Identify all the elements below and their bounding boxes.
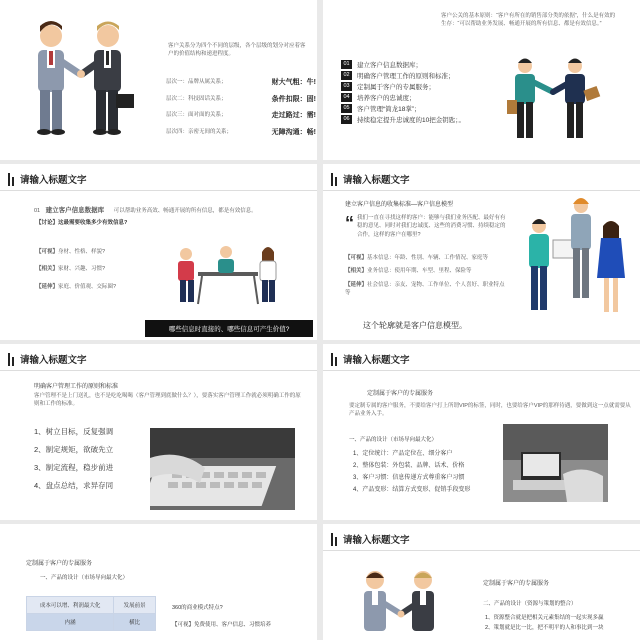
model-tags: [345, 254, 507, 297]
item-label: 定制属于客户的专属服务；: [357, 84, 435, 91]
tag-row: [36, 248, 116, 256]
item-number: 01: [341, 60, 352, 69]
integration-subtitle: 定制属于客户的专属服务: [483, 581, 550, 587]
integration-section: 二、产品的设计（资源与策划的整合）: [483, 601, 577, 607]
handshake-illustration: [349, 568, 453, 640]
handshake-illustration: [18, 14, 148, 146]
slide-resource-integration[interactable]: [323, 524, 640, 640]
outline-list: [341, 60, 465, 126]
slide-management-outline[interactable]: [323, 0, 640, 160]
header-bars-icon: [331, 533, 337, 546]
tag-key: 【可视】: [36, 249, 59, 255]
model-tag: 【可视】免费使用、客户信息、习惯培养: [172, 622, 272, 628]
level-label: 层次三：面对面的关系；: [166, 112, 227, 118]
service-point: 1、定位统计：产品定位在、细分客户: [353, 451, 453, 457]
design-subtitle: 定制属于客户的专属服务: [26, 561, 93, 567]
tag-row: [345, 254, 507, 262]
table-cell: 内涵: [27, 614, 114, 631]
heading-desc: 可以帮助业务高效、畅通开展的所有信息，都是有效信息。: [113, 208, 257, 214]
discussion-question: 【讨论】这最需要收集多少有效信息?: [36, 220, 128, 226]
tag-key: 【相关】: [345, 268, 368, 275]
tag-value: 家庭、价值观、交际圈?: [58, 283, 117, 290]
header-bars-icon: [8, 173, 14, 186]
principles-subtitle: 明确客户管理工作的原则和标准: [34, 384, 119, 390]
outline-item[interactable]: [341, 60, 465, 69]
level-label: 层次四：亲密无间的关系；: [166, 128, 233, 135]
tag-value: 业务信息：使用年期、车型、里程、保险等: [367, 268, 472, 275]
principle-item: 1、树立目标，反复强调: [34, 427, 114, 436]
item-label: 持续稳定提升忠诚度的10把金钥匙；。: [357, 117, 465, 124]
outline-item[interactable]: [341, 115, 465, 124]
slide-header: [331, 172, 410, 186]
quote-text: 我们一直在寻找这样的客户：能够与我们业务匹配、最好有有稳的意见、同时对我们忠诚度、这些的消费习惯、持续稳定的合作，这样的客户在哪里?: [357, 215, 506, 238]
tag-key: 【延伸】: [36, 283, 59, 290]
slide-title: 请输入标题文字: [343, 535, 410, 546]
tag-row: [36, 265, 116, 273]
quote-block: [345, 214, 507, 239]
table-row: [27, 614, 156, 631]
integration-points: [485, 614, 637, 633]
outline-item[interactable]: [341, 104, 465, 113]
tag-key: 【延伸】: [345, 281, 368, 288]
business-handshake-illustration: [503, 54, 613, 144]
laptop-image: [503, 424, 608, 502]
service-desc: 要定制专属的客户服务，不要给客户打上所谓VIP的标签，同时，也要给客户VIP的那样待遇，要做到这一点就需要从产品业务入手。: [349, 403, 631, 418]
header-divider: [323, 550, 640, 551]
tag-key: 【相关】: [36, 266, 59, 273]
database-heading: [34, 206, 314, 216]
outline-item[interactable]: [341, 71, 465, 80]
integration-point: 2、策划就是比一比，把不明平的人和事比到一块: [485, 625, 604, 632]
level-label: 层次一：品牌从属关系；: [166, 79, 227, 85]
level-value: 条件扣限：固!: [271, 95, 316, 103]
service-point: 2、整体包装：外包装、品牌、话术、价格: [353, 463, 465, 469]
tag-value: 身材、性格、样貌?: [58, 249, 106, 255]
slide-title: 请输入标题文字: [20, 175, 87, 186]
slide-title: 请输入标题文字: [343, 355, 410, 366]
header-divider: [323, 370, 640, 371]
service-point: 3、客户习惯：信息传递方式尊重客户习惯: [353, 475, 465, 481]
design-table: [26, 596, 156, 631]
intro-text: 客户关系分为四个不同的层级，各个层级的划分对应着客户的价值结构和递进程度。: [168, 43, 306, 58]
tag-row: [345, 281, 507, 298]
team-illustration: [519, 184, 637, 326]
item-label: 客户管理“简龙18掌”；: [357, 106, 421, 113]
principles-list: [34, 426, 113, 492]
level-value: 无障沟通：畅!: [271, 128, 316, 136]
slide-management-principles[interactable]: [0, 344, 317, 520]
level-value: 走过路过：需!: [271, 112, 316, 119]
item-number: 02: [341, 71, 352, 80]
model-subtitle: 建立客户信息的收集标准—客户信息模型: [345, 202, 454, 208]
tag-value: 基本信息：年龄、性别、车辆、工作情况、家庭等: [367, 255, 489, 261]
slide-customer-model[interactable]: [323, 164, 640, 340]
principles-desc: 客户管理不是上门送礼，也不是吃吃喝喝（客户管理到底做什么？），要落实客户管理工作就必须明确工作的原则和工作的标准。: [34, 393, 301, 408]
level-label: 层次二：科技固话关系；: [166, 95, 227, 102]
principle-item: 4、盘点总结，求异存同: [34, 481, 114, 490]
tag-row: [345, 267, 507, 275]
tag-row: [36, 283, 116, 291]
service-section: 一、产品的设计（市场导向最大化）: [349, 437, 438, 443]
header-bars-icon: [8, 353, 14, 366]
header-bars-icon: [331, 173, 337, 186]
heading-number: 01: [34, 208, 41, 214]
slide-title: 请输入标题文字: [343, 175, 410, 186]
value-question-bar: 哪些信息时直接的、哪些信息可产生价值?: [145, 320, 313, 337]
level-row: [166, 128, 316, 139]
table-cell: 发展前景: [114, 597, 156, 614]
table-row: [27, 597, 156, 614]
principle-item: 2、制定规矩，欲破先立: [34, 445, 114, 454]
slide-header: [331, 532, 410, 546]
item-label: 建立客户信息数据库；: [357, 62, 422, 69]
slide-header: [8, 352, 87, 366]
slide-title: 请输入标题文字: [20, 355, 87, 366]
outline-item[interactable]: [341, 93, 465, 102]
item-number: 03: [341, 82, 352, 91]
meeting-illustration: [168, 232, 288, 312]
item-number: 06: [341, 115, 352, 124]
principle-line: 客户公关的基本原则：“客户有所在的销售部分类的依据”，什么是有效的: [441, 13, 616, 19]
principle-item: 3、制定流程，稳步前进: [34, 463, 114, 472]
keyboard-image: [150, 428, 295, 510]
outline-item[interactable]: [341, 82, 465, 91]
item-number: 04: [341, 93, 352, 102]
level-row: [166, 111, 316, 122]
slide-header: [331, 352, 410, 366]
quote-icon: “: [345, 213, 354, 233]
laptop-photo: [503, 424, 608, 502]
principle-line: 生存：“可以帮助业务发展、畅通开展的所有信息、都是有效信息。”: [441, 21, 602, 28]
heading-title: 建立客户信息数据库: [45, 207, 105, 214]
service-point: 4、产品变形：结算方式变形、促销手段变形: [353, 487, 471, 493]
header-bars-icon: [331, 353, 337, 366]
design-section: 一、产品的设计（市场导向最大化）: [40, 575, 129, 581]
info-tags: [36, 248, 116, 291]
table-cell: 横比: [114, 614, 156, 631]
model-question: 360的商业模式特点?: [172, 605, 223, 611]
slide-header: [8, 172, 87, 186]
service-subtitle: 定制属于客户的专属服务: [367, 391, 434, 397]
slide-exclusive-service[interactable]: [323, 344, 640, 520]
model-conclusion: 这个轮廓就是客户信息模型。: [363, 321, 467, 330]
keyboard-photo: [150, 428, 295, 510]
item-label: 明确客户管理工作的原则和标准；: [357, 73, 455, 80]
integration-point: 1、资源整合就是把相关元素集结的一起实现多赢: [485, 615, 604, 621]
slide-product-design[interactable]: [0, 524, 317, 640]
level-row: [166, 95, 316, 106]
item-number: 05: [341, 104, 352, 113]
principle-text: [441, 12, 633, 29]
tag-value: 家财、兴趣、习惯?: [58, 266, 106, 273]
table-cell: 成本可以增、利润最大化: [27, 597, 114, 614]
header-divider: [0, 370, 317, 371]
tag-value: 社会信息：亲友、宠物、工作单位、个人喜好、职业特点等: [345, 281, 505, 296]
level-value: 财大气粗：牛!: [271, 79, 316, 86]
slide-customer-levels[interactable]: [0, 0, 317, 160]
item-label: 培养客户的忠诚度；: [357, 95, 416, 102]
levels-list: [166, 78, 316, 138]
level-row: [166, 78, 316, 89]
slide-customer-database[interactable]: [0, 164, 317, 340]
header-divider: [0, 190, 317, 191]
tag-key: 【可视】: [345, 255, 368, 261]
service-points: [353, 450, 470, 495]
